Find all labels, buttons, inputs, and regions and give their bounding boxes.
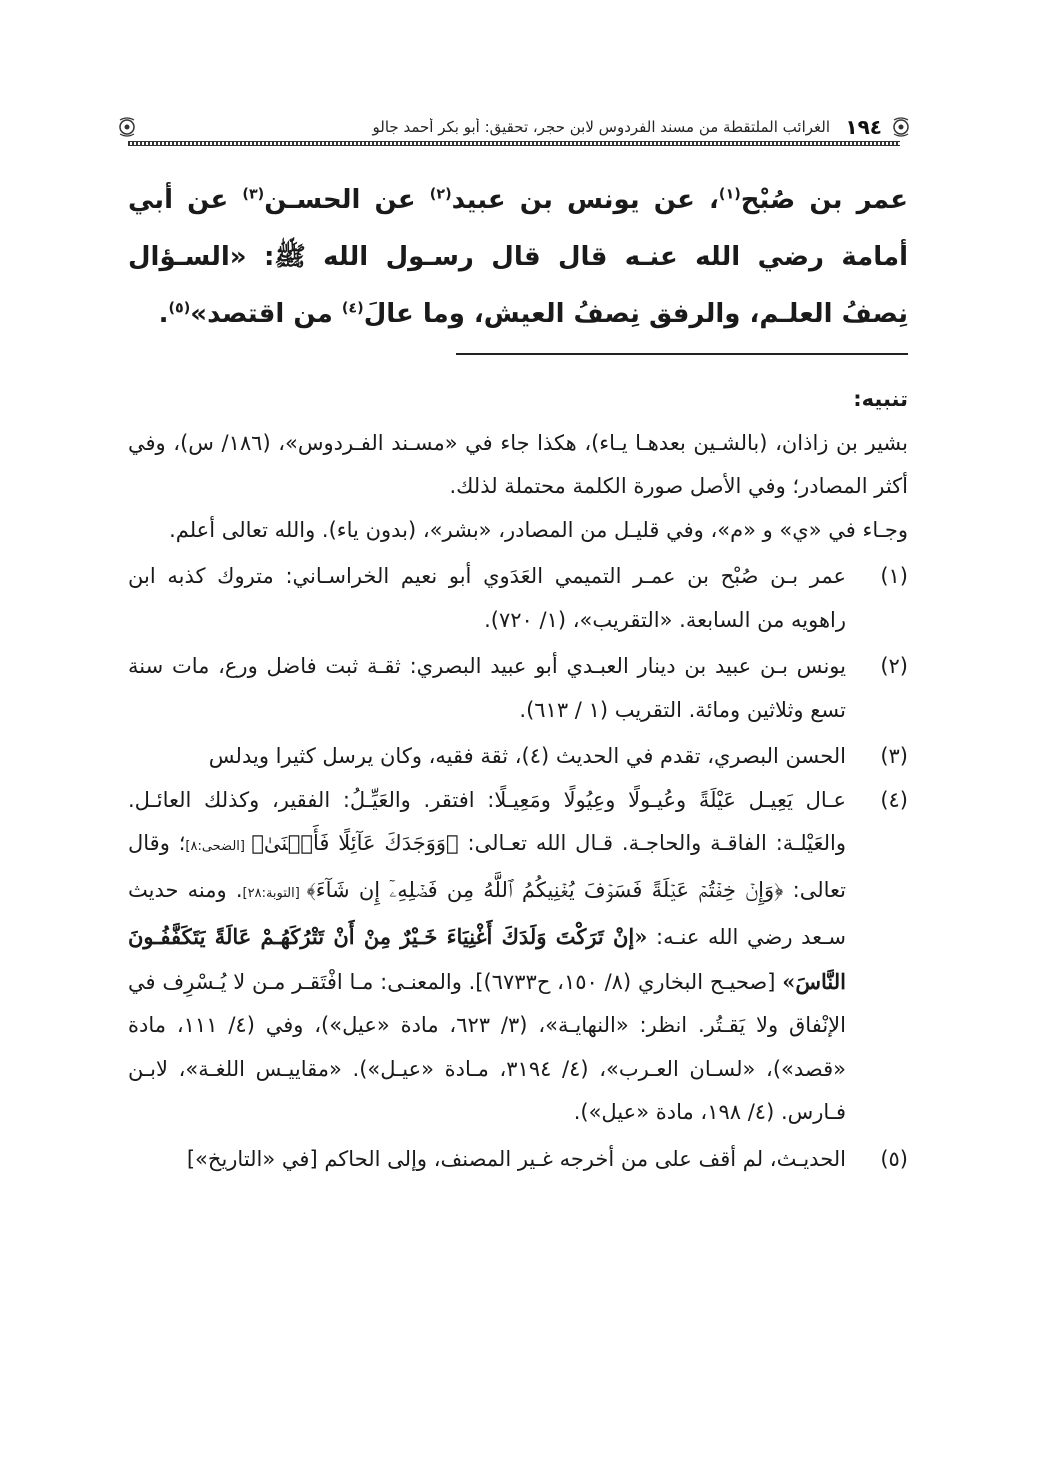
hadith-quote: «إنْ تَرَكْتَ وَلَدَكَ أَغْنِيَاءَ خَـيْرٌ مِنْ أَنْ تَتْرُكَهُـمْ عَالَةً يَتَكَفَّفُـونَ النَّاسَ» [128, 924, 846, 994]
footnote-number: (٣) [880, 744, 908, 768]
footnote-number: (١) [880, 564, 908, 588]
footnote-2 [128, 645, 908, 732]
header-ornament-left-icon [116, 116, 138, 138]
main-text [128, 172, 908, 343]
header-ornament-right-icon [890, 116, 912, 138]
main-text-part: عن الحسـن [264, 185, 430, 215]
footnote-5 [128, 1138, 908, 1182]
footnote-text: يونس بـن عبيد بن دينار العبـدي أبو عبيد البصري: ثقـة ثبت فاضل ورع، مات سنة تسع وثلاثين ومائة. التقريب (١ / ٦١٣). [128, 654, 846, 722]
quran-verse: ﴿وَوَجَدَكَ عَآئِلًا فَأَغۡنَىٰ﴾ [251, 831, 459, 855]
main-text-part: عن أبي أمامة رضي الله عنـه قال قال رسـول الله ﷺ: [128, 185, 908, 272]
footnote-number: (٤) [880, 787, 908, 812]
footnote-ref: (٣) [242, 186, 265, 203]
note-paragraph: بشير بن زاذان، (بالشـين بعدهـا يـاء)، هكذا جاء في «مسـند الفـردوس»، (١٨٦/ س)، وفي أكثر المصادر؛ وفي الأصل صورة الكلمة محتملة لذلك. [128, 430, 908, 498]
hadith-text: من اقتصد» [190, 299, 342, 329]
footnote-text: ؛ وقال تعالى: [128, 831, 846, 902]
footnote-ref: (٥) [168, 300, 191, 317]
note-paragraph: وجـاء في «ي» و «م»، وفي قليـل من المصادر، «بشر»، (بدون ياء). والله تعالى أعلم. [169, 517, 908, 542]
footnote-text: الحديـث، لم أقف على من أخرجه غـير المصنف، وإلى الحاكم [في «التاريخ»] [186, 1146, 846, 1171]
notes-heading: تنبيه: [853, 387, 908, 411]
footnote-1 [128, 555, 908, 642]
main-text-end: . [158, 299, 169, 329]
header-title: الغرائب الملتقطة من مسند الفردوس لابن حجر، تحقيق: أبو بكر أحمد جالو [372, 118, 830, 136]
footnote-text: عمر بـن صُبْح بن عمـر التميمي العَدَوي أبو نعيم الخراسـاني: متروك كذبه ابن راهويه من السابعة. «التقريب»، (١/ ٧٢٠). [128, 564, 846, 632]
footnote-ref: (٢) [429, 186, 452, 203]
page-number: ١٩٤ [845, 115, 882, 139]
footnote-text: عـال يَعِيـل عَيْلَةً وعُيـولًا وعِيُولًا ومَعِيـلًا: افتقر. والعَيِّـلُ: الفقير، وكذلك العائـل. والعَيْلـة: الفاقـة والحاجـة. قـال الله تعـالى: [128, 787, 847, 855]
footnote-text: الحسن البصري، تقدم في الحديث (٤)، ثقة فقيه، وكان يرسل كثيرا ويدلس [208, 744, 846, 768]
main-text-part: عمر بن صُبْح [740, 185, 908, 215]
running-header [128, 116, 900, 146]
header-rule [128, 141, 900, 146]
footnote-3 [128, 735, 908, 779]
footnote-number: (٢) [880, 654, 908, 678]
hadith-text: «السـؤال نِصفُ العلـم، والرفق نِصفُ العيش، وما عالَ [128, 242, 908, 329]
verse-citation: [الضحى:٨] [185, 839, 252, 854]
footnote-ref: (٤) [341, 300, 364, 317]
footnote-text: . ومنه حديث سـعد رضي الله عنـه: [128, 877, 846, 949]
main-text-part: ، عن يونس بن عبيد [451, 185, 719, 215]
footnote-text: [صحيـح البخاري (٨/ ١٥٠، ح٦٧٣٣)]. والمعنـى: مـا افْتَقـر مـن لا يُـسْرِف في الإنْفاق ولا يَقـتُر. انظر: «النهايـة»، (٣/ ٦٢٣، مادة «عيل»)، وفي (٤/ ١١١، مادة «قصد»)، «لسـان العـرب»، (٤/ ٣١٩٤، مـادة «عيـل»). «مقاييـس اللغـة»، لابـن فـارس. (٤/ ١٩٨، مادة «عيل»). [128, 969, 846, 1124]
footnote-number: (٥) [880, 1146, 908, 1171]
footnote-separator [456, 353, 908, 355]
footnote-4 [128, 779, 908, 1135]
footnote-ref: (١) [718, 186, 741, 203]
footnotes [128, 378, 908, 1181]
quran-verse: ﴿وَإِنۡ خِفۡتُمۡ عَيۡلَةً فَسَوۡفَ يُغۡنِيكُمُ ٱللَّهُ مِن فَضۡلِهِۦٓ إِن شَآءَ﴾ [306, 877, 784, 902]
verse-citation: [التوبة:٢٨] [242, 885, 307, 901]
